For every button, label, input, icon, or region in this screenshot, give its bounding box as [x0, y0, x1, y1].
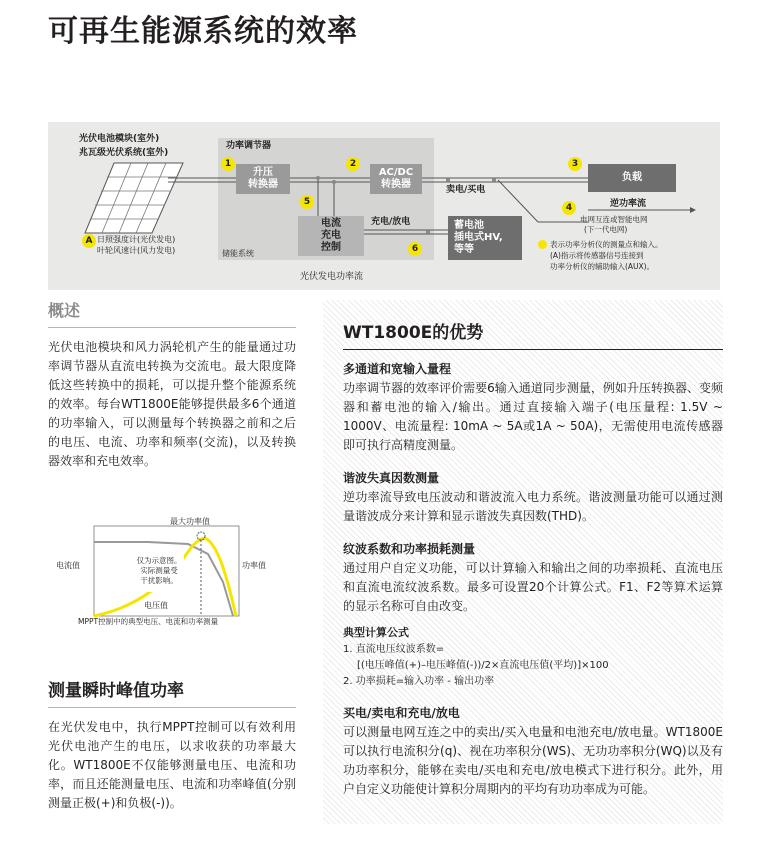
acdc-converter-line-2: 转换器 [381, 179, 411, 190]
mppt-note-1: 仅为示意图。 [136, 556, 182, 565]
legend-dot-icon [538, 240, 547, 249]
section-4-title: 买电/卖电和充电/放电 [343, 706, 460, 720]
grid-label-2: (下一代电网) [584, 225, 628, 234]
mppt-note-box [134, 556, 184, 592]
acdc-converter-box [370, 164, 422, 194]
formula-line-2: [(电压峰值(+)–电压峰值(-))/2×直流电压值(平均)]×100 [357, 660, 609, 671]
mppt-voltage-value: 电压值 [144, 601, 168, 610]
badge-1: 1 [221, 157, 235, 171]
sensor-a-line-2: 叶轮风速计(风力发电) [97, 246, 176, 255]
sensor-a-line-1: 日照强度计(光伏发电) [97, 235, 176, 244]
section-3-body: 通过用户自定义功能，可以计算输入和输出之间的功率损耗、直流电压和直流电流纹波系数。最多可设置20个计算公式。F1、F2等算术运算的显示名称可自由改变。 [343, 561, 723, 613]
legend-line-1: 表示功率分析仪的测量点和输入。 [550, 240, 663, 249]
load-box: 负载 [588, 164, 676, 192]
battery-box [448, 216, 522, 260]
formula-title: 典型计算公式 [343, 626, 409, 639]
left-column [48, 298, 296, 471]
formula-line-1: 1. 直流电压纹波系数= [343, 644, 445, 655]
section-2-body: 逆功率流导致电压波动和谐波流入电力系统。谐波测量功能可以通过测量谐波成分来计算和显示谐波失真因数(THD)。 [343, 490, 723, 523]
battery-line-2: 插电式HV, [454, 232, 503, 243]
storage-system-label: 储能系统 [222, 249, 254, 258]
badge-6: 6 [408, 242, 422, 256]
pv-label-1: 光伏电池模块(室外) [79, 134, 160, 144]
badge-5: 5 [300, 195, 314, 209]
battery-line-3: 等等 [454, 244, 474, 255]
legend-line-2: (A)指示将传感器信号连接到 [550, 251, 644, 260]
advantages-title: WT1800E的优势 [343, 323, 484, 343]
legend-line-3: 功率分析仪的辅助输入(AUX)。 [550, 262, 655, 271]
peak-power-section [48, 676, 296, 813]
badge-3: 3 [568, 157, 582, 171]
overview-title: 概述 [48, 301, 81, 320]
mppt-chart [48, 512, 298, 630]
advantages-rule [343, 349, 723, 350]
section-1-title: 多通道和宽输入量程 [343, 362, 452, 376]
pv-power-flow-label: 光伏发电功率流 [300, 272, 364, 282]
current-control-line-2: 充电 [321, 230, 341, 241]
boost-converter-box [236, 164, 290, 194]
badge-4: 4 [562, 201, 576, 215]
mppt-note-3: 干扰影响。 [140, 576, 178, 585]
peak-power-body: 在光伏发电中，执行MPPT控制可以有效利用光伏电池产生的电压，以求收获的功率最大化。WT1800E不仅能够测量电压、电流和功率，而且还能测量电压、电流和功率峰值(分别测量正极(+)和负极(-))。 [48, 720, 296, 810]
mppt-caption: MPPT控制中的典型电压、电流和功率测量 [78, 617, 219, 626]
acdc-converter-line-1: AC/DC [378, 167, 414, 178]
formula-line-3: 2. 功率损耗=输入功率 - 输出功率 [343, 676, 495, 687]
mppt-power-value: 功率值 [242, 561, 266, 570]
sell-buy-label: 卖电/买电 [446, 185, 486, 195]
grid-label-1: 电网互连或智能电网 [580, 215, 648, 224]
charge-discharge-label: 充电/放电 [371, 217, 411, 227]
battery-line-1: 蓄电池 [454, 220, 484, 231]
section-1-body: 功率调节器的效率评价需要6输入通道同步测量，例如升压转换器、变频器和蓄电池的输入/输出。通过直接输入端子(电压量程: 1.5V ~ 1000V、电流量程: 10mA ~ 5A或1A ~ 50A)，无需使用电流传感器即可执行高精度测量。 [343, 381, 723, 452]
advantages-panel [323, 300, 723, 824]
badge-2: 2 [346, 157, 360, 171]
power-conditioner-label: 功率调节器 [226, 141, 272, 151]
section-4-body: 可以测量电网互连之中的卖出/买入电量和电池充电/放电量。WT1800E可以执行电流积分(q)、视在功率积分(WS)、无功功率积分(WQ)以及有功功率积分，能够在卖电/买电和充电/放电模式下进行积分。此外，用户自定义功能使计算积分周期内的平均有功功率成为可能。 [343, 725, 723, 796]
sensor-a-badge: A [82, 234, 96, 248]
current-control-box [298, 216, 364, 256]
pv-label-2: 兆瓦级光伏系统(室外) [79, 148, 169, 158]
current-control-line-3: 控制 [321, 242, 341, 253]
page-title: 可再生能源系统的效率 [48, 14, 358, 49]
boost-converter-line-1: 升压 [253, 167, 273, 178]
boost-converter-line-2: 转换器 [248, 179, 278, 190]
system-diagram [48, 122, 720, 290]
peak-power-rule [48, 707, 296, 708]
current-control-line-1: 电流 [321, 218, 341, 229]
reverse-flow-label: 逆功率流 [610, 199, 647, 209]
peak-power-title: 测量瞬时峰值功率 [48, 681, 184, 701]
mppt-max-power: 最大功率值 [170, 517, 210, 526]
mppt-note-2: 实际测量受 [140, 566, 178, 575]
overview-rule [48, 327, 296, 328]
mppt-current-value: 电流值 [56, 561, 80, 570]
overview-body: 光伏电池模块和风力涡轮机产生的能量通过功率调节器从直流电转换为交流电。最大限度降低这些转换中的损耗，可以提升整个能源系统的效率。每台WT1800E能够提供最多6个通道的功率输入，可以测量每个转换器之前和之后的电压、电流、功率和频率(交流)，以及转换器效率和充电效率。 [48, 340, 296, 468]
section-2-title: 谐波失真因数测量 [343, 471, 440, 485]
section-3-title: 纹波系数和功率损耗测量 [343, 542, 476, 556]
